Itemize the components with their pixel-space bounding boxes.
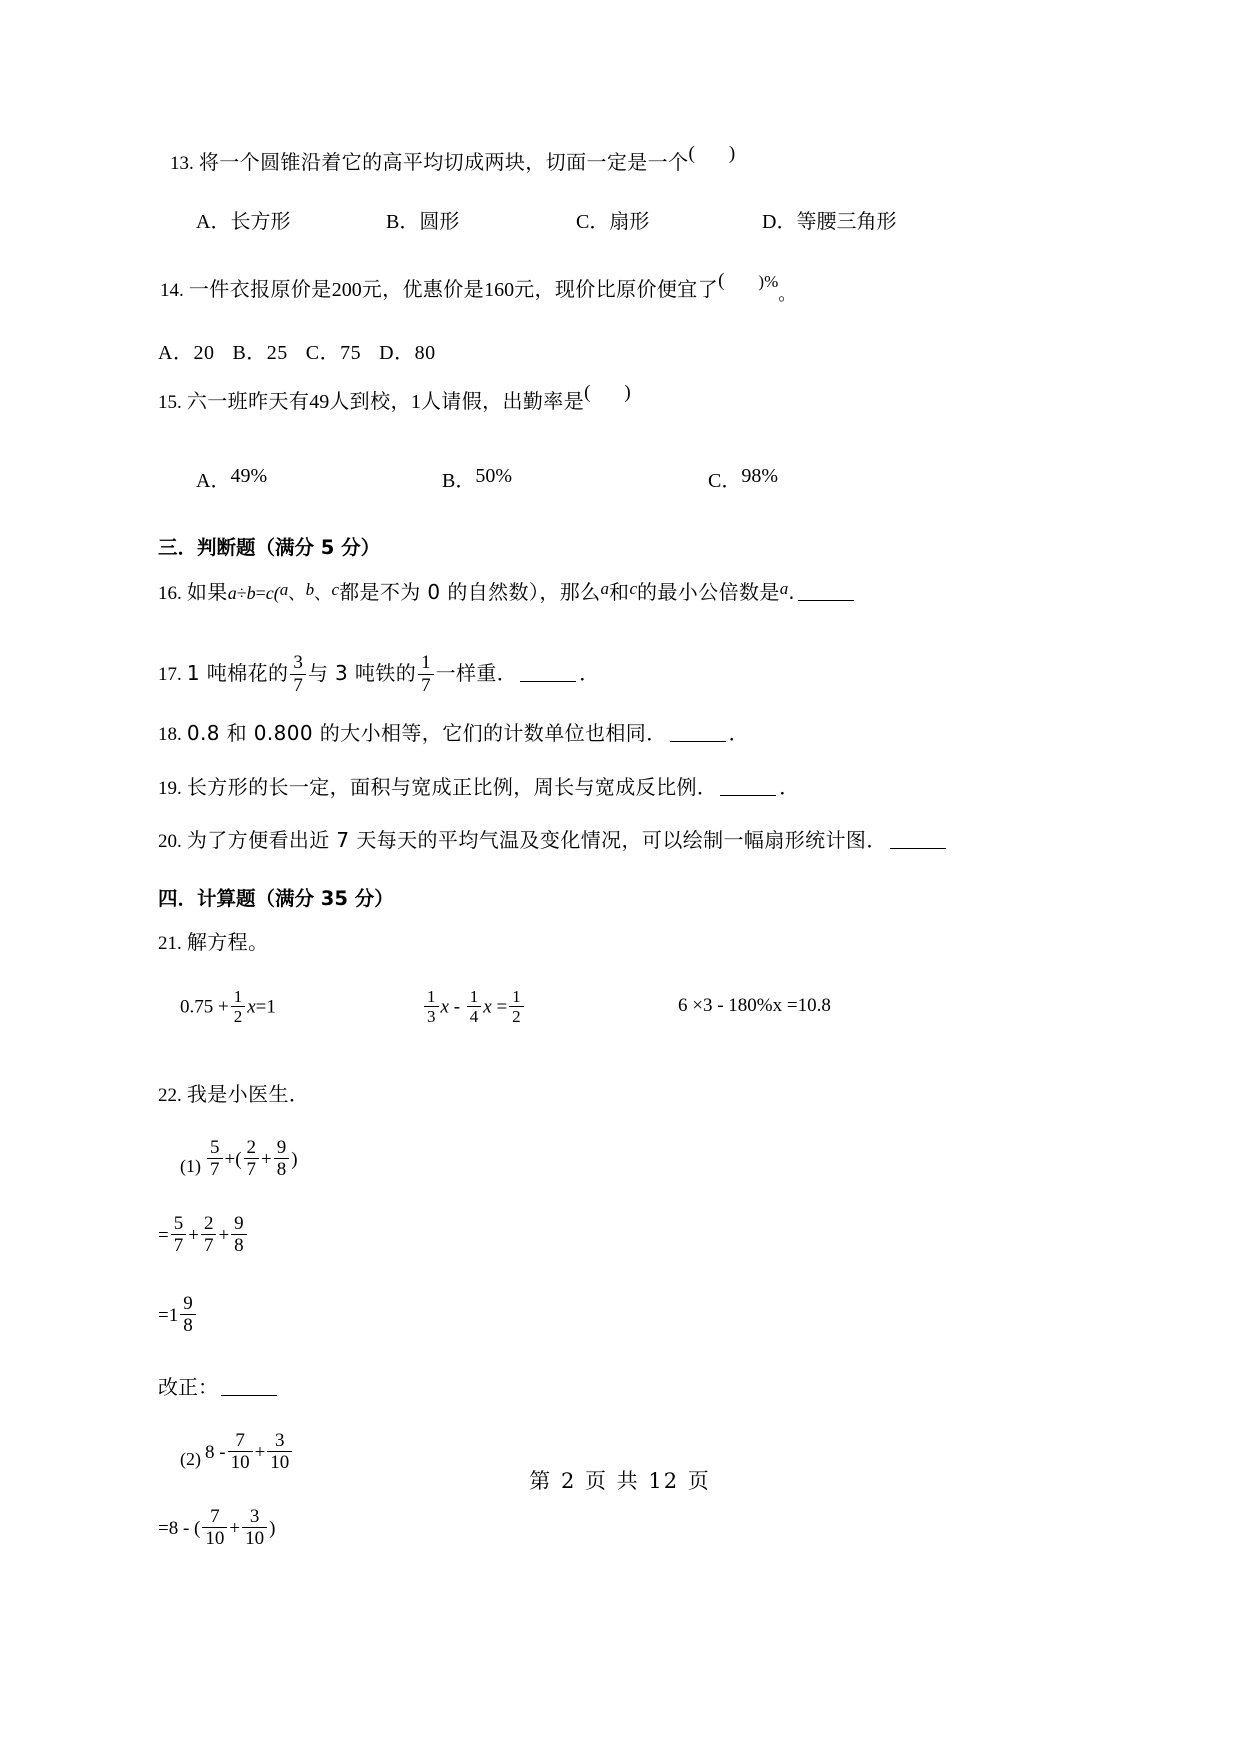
equation-21-2-var-2: x [483,996,492,1018]
part2-orig-f1-denominator: 10 [228,1451,253,1473]
question-17-fraction-2 [418,652,434,696]
equation-21-2-f3-numerator: 1 [512,986,521,1006]
part1-step1-fraction-1 [171,1213,187,1257]
question-18-tail: ． [728,720,750,745]
equation-21-1-fraction [231,987,246,1026]
question-20-answer-blank[interactable] [890,834,946,849]
question-19 [158,772,1070,804]
part1-orig-plus-open: +( [224,1148,242,1170]
question-14-stem-c: 元，现价比原价便宜了 [514,276,719,301]
part1-correct-label: 改正： [158,1374,218,1399]
option-14-c[interactable]: C．75 [305,341,362,364]
question-16-text-4: 和 [609,579,630,604]
question-16-var-d: a [600,578,610,598]
option-14-d-label: D [379,341,395,364]
equation-21-2-operator: - [453,996,461,1018]
option-13-c-label: C [576,210,590,233]
question-13-options [170,205,1070,251]
part1-correct-blank[interactable] [221,1381,277,1396]
part1-orig-f1-denominator: 7 [207,1158,223,1180]
part1-step2-numerator: 9 [183,1292,193,1314]
part1-step1-plus-1: + [188,1224,199,1246]
question-14-stem-a: 一件衣报原价是 [188,276,332,301]
question-16 [158,576,1070,609]
option-13-a-label: A [196,210,211,233]
part1-orig-plus-2: + [261,1148,272,1170]
part2-orig-f1-numerator: 7 [235,1429,245,1451]
part1-step1-plus-2: + [218,1224,230,1246]
question-18 [158,718,1070,750]
question-22-part2-step1 [158,1506,1070,1552]
question-16-expr-a: a [227,582,237,603]
question-13-stem: 将一个圆锥沿着它的高平均切成两块，切面一定是一个 [198,150,689,174]
option-15-b[interactable]: B．50% [442,464,513,492]
question-22-part1-step2 [158,1293,1070,1339]
part1-step1-fraction-3 [231,1213,247,1257]
question-18-dot: . [177,723,182,745]
part2-step1-close: ) [269,1517,276,1539]
equation-21-1-lead: 0.75 + [180,996,229,1018]
equation-21-2-equals: = [496,996,508,1018]
part2-step1-f2-denominator: 10 [242,1527,267,1549]
question-17-fraction-1-numerator: 3 [293,652,303,674]
question-14-value-1: 200 [331,278,362,301]
question-14-value-2: 160 [484,278,515,301]
option-14-d-value: 80 [414,341,436,364]
part2-step1-f2-numerator: 3 [249,1505,260,1527]
equation-21-2-f1-denominator: 3 [424,1006,439,1026]
option-13-d-value: 等腰三角形 [796,208,897,233]
question-14 [160,267,1070,308]
question-16-dot: . [177,582,182,604]
part2-orig-lead: 8 - [205,1441,226,1463]
part1-step1-fraction-2 [201,1213,217,1257]
question-16-text-5: 的最小公倍数是 [636,579,780,604]
equation-21-2-var-1: x [440,996,449,1018]
question-21-number: 21 [158,933,177,955]
question-22-part1-correction [158,1371,1070,1400]
question-17-number: 17 [158,664,177,686]
question-14-stem-b: 元，优惠价是 [361,276,485,301]
part1-orig-fraction-1 [207,1137,223,1181]
question-16-answer-blank[interactable] [798,586,854,601]
question-15-stem-c: 人请假，出勤率是 [420,388,585,413]
part2-step1-fraction-2 [242,1506,267,1550]
option-13-b-label: B [386,210,400,233]
equation-21-1-rest: =1 [255,996,276,1018]
option-14-b-value: 25 [266,341,288,364]
option-13-d-label: D [762,210,777,233]
question-16-text-1: 如果 [186,579,228,604]
question-14-answer-blank[interactable]: ( [718,269,725,291]
question-13-answer-blank[interactable]: ( ) [688,143,736,164]
question-18-text: 0.8 和 0.800 的大小相等，它们的计数单位也相同． [186,720,667,745]
question-16-var-a: a [279,579,289,599]
question-16-sep-2: 、 [314,583,332,604]
part1-step1-f3-denominator: 8 [231,1234,247,1256]
question-16-var-b: b [305,579,315,599]
part1-step1-equals: = [158,1224,169,1246]
equation-21-2 [422,987,526,1026]
option-15-a-label: A [196,469,211,492]
question-21-dot: . [177,933,182,955]
question-16-text-3: ，那么 [539,579,601,604]
question-19-tail: ． [779,774,800,799]
question-18-answer-blank[interactable] [670,727,726,742]
question-21 [158,927,1070,959]
question-16-sep-1: 、 [288,583,306,604]
question-15-number: 15 [158,391,177,413]
option-14-c-value: 75 [340,341,362,364]
question-20 [158,825,1070,857]
page-footer: 第 2 页 共 12 页 [529,1469,711,1493]
equation-21-1-variable: x [247,996,256,1018]
part1-step2-equals: =1 [158,1304,179,1326]
question-22-part1-step1 [158,1213,1070,1259]
question-19-dot: . [177,777,182,799]
option-15-a-value: 49% [230,464,268,487]
option-15-c-value: 98% [741,464,779,487]
part1-orig-f3-numerator: 9 [276,1136,287,1158]
equation-21-2-f1-numerator: 1 [427,986,436,1006]
question-13-number: 13 [170,153,189,174]
question-15-stem-a: 六一班昨天有 [186,388,310,413]
part1-step2-fraction [180,1293,196,1337]
equation-21-1-numerator: 1 [233,986,243,1006]
part1-orig-fraction-2 [244,1137,260,1181]
option-15-b-label: B [442,469,456,492]
question-15-stem-b: 人到校， [329,388,411,413]
equation-21-1-denominator: 2 [231,1006,246,1026]
question-15-dot: . [177,391,182,413]
option-15-c[interactable]: C．98% [708,464,779,492]
question-20-text: 为了方便看出近 7 天每天的平均气温及变化情况，可以绘制一幅扇形统计图． [186,828,887,853]
option-15-b-value: 50% [475,464,513,487]
part1-orig-close: ) [291,1148,298,1170]
part1-orig-f2-numerator: 2 [246,1136,257,1158]
question-21-prompt: 解方程。 [186,930,269,955]
question-15-answer-blank[interactable]: ( ) [584,381,631,403]
equation-21-2-f2-numerator: 1 [469,986,479,1006]
question-15-value-2: 1 [410,390,421,413]
part1-orig-f2-denominator: 7 [244,1158,260,1180]
question-16-expr-b: b [246,582,256,603]
question-21-equations [158,981,1070,1043]
question-17-text-3: 一样重． [435,661,518,686]
question-16-number: 16 [158,582,177,604]
part2-orig-f2-numerator: 3 [275,1429,285,1451]
question-16-var-f: a [779,578,789,598]
part1-orig-f1-numerator: 5 [210,1136,220,1158]
question-14-dot: . [179,279,184,301]
section-heading-calc: 四．计算题（满分 35 分） [158,887,394,911]
question-19-text: 长方形的长一定，面积与宽成正比例，周长与宽成反比例． [186,774,718,799]
equation-21-2-fraction-1 [424,987,439,1026]
part2-step1-equals: =8 - ( [158,1517,201,1539]
question-13-dot: . [189,153,194,174]
part2-step1-f1-numerator: 7 [210,1505,220,1527]
question-17-fraction-2-denominator: 7 [418,674,434,696]
equation-21-2-fraction-3 [509,987,524,1026]
part2-orig-f2-denominator: 10 [267,1451,292,1473]
question-15-value-1: 49 [309,390,330,413]
question-17-fraction-1 [290,652,306,696]
question-22-part1-original [180,1137,1070,1183]
option-14-d[interactable]: D．80 [379,341,436,364]
option-13-c-value: 扇形 [609,208,650,233]
question-16-var-e: c [629,578,637,598]
question-22-part2-index: (2) [180,1449,201,1470]
question-18-number: 18 [158,723,177,745]
option-13-c[interactable]: C．扇形 [576,208,650,233]
option-14-c-label: C [305,341,320,364]
equation-21-1 [180,987,276,1026]
question-22-number: 22 [158,1084,177,1106]
question-16-expr-eq: = [255,582,266,603]
part1-step1-f3-numerator: 9 [234,1212,244,1234]
question-17-text-1: 1 吨棉花的 [186,661,289,686]
option-14-b[interactable]: B．25 [232,341,288,364]
part1-step1-f1-numerator: 5 [173,1212,184,1234]
question-16-text-6: . [788,579,796,604]
question-22 [158,1079,1070,1111]
option-13-a-value: 长方形 [230,208,291,233]
part2-step1-plus: + [229,1517,241,1539]
option-14-b-label: B [232,341,247,364]
option-13-a[interactable]: A．长方形 [196,208,291,233]
part1-orig-fraction-3 [274,1137,290,1181]
question-17-dot: . [177,664,182,686]
question-17-text-2: 与 3 吨铁的 [307,661,417,686]
question-17-fraction-2-numerator: 1 [421,652,431,674]
question-15 [158,379,1070,418]
part1-step1-f2-numerator: 2 [203,1212,214,1234]
question-20-number: 20 [158,831,177,853]
option-13-b[interactable]: B．圆形 [386,208,460,233]
question-16-text-2: 都是不为 0 的自然数） [339,579,540,604]
question-15-options [170,464,1070,510]
part2-step1-f1-denominator: 10 [202,1527,227,1549]
question-16-expr-div: ÷ [236,582,247,603]
option-14-a-value: 20 [193,341,215,364]
option-13-d[interactable]: D．等腰三角形 [762,208,897,233]
question-14-percent: )% [758,271,779,291]
question-17-answer-blank[interactable] [520,667,576,682]
question-16-expr-c: c( [265,582,280,603]
option-15-c-label: C [708,469,722,492]
question-17-fraction-1-denominator: 7 [290,674,306,696]
option-13-b-value: 圆形 [419,208,460,233]
question-17 [158,652,1070,696]
part2-step1-fraction-1 [202,1506,227,1550]
question-19-number: 19 [158,777,177,799]
part1-step2-denominator: 8 [180,1314,196,1336]
part1-step1-f2-denominator: 7 [201,1234,217,1256]
option-14-a[interactable]: A．20 [158,341,215,364]
equation-21-2-f2-denominator: 4 [467,1006,482,1026]
question-13 [170,140,1070,179]
equation-21-2-fraction-2 [467,987,482,1026]
question-22-dot: . [177,1084,182,1106]
question-14-options [158,336,1070,365]
question-19-answer-blank[interactable] [720,781,776,796]
section-heading-judge: 三．判断题（满分 5 分） [158,535,381,559]
part1-step1-f1-denominator: 7 [171,1234,187,1256]
question-17-text-4: ． [579,661,600,686]
question-14-number: 14 [160,279,179,301]
part1-orig-f3-denominator: 8 [274,1158,290,1180]
equation-21-3: 6 ×3 - 180%x =10.8 [678,994,831,1016]
question-16-var-c: c [331,579,340,599]
question-20-dot: . [177,831,182,853]
question-22-part1-index: (1) [180,1156,201,1177]
question-22-prompt: 我是小医生． [186,1081,310,1106]
option-15-a[interactable]: A．49% [196,464,268,492]
equation-21-2-f3-denominator: 2 [509,1006,524,1026]
question-14-tail: 。 [778,283,797,305]
option-14-a-label: A [158,341,173,364]
part2-orig-plus: + [254,1441,266,1463]
